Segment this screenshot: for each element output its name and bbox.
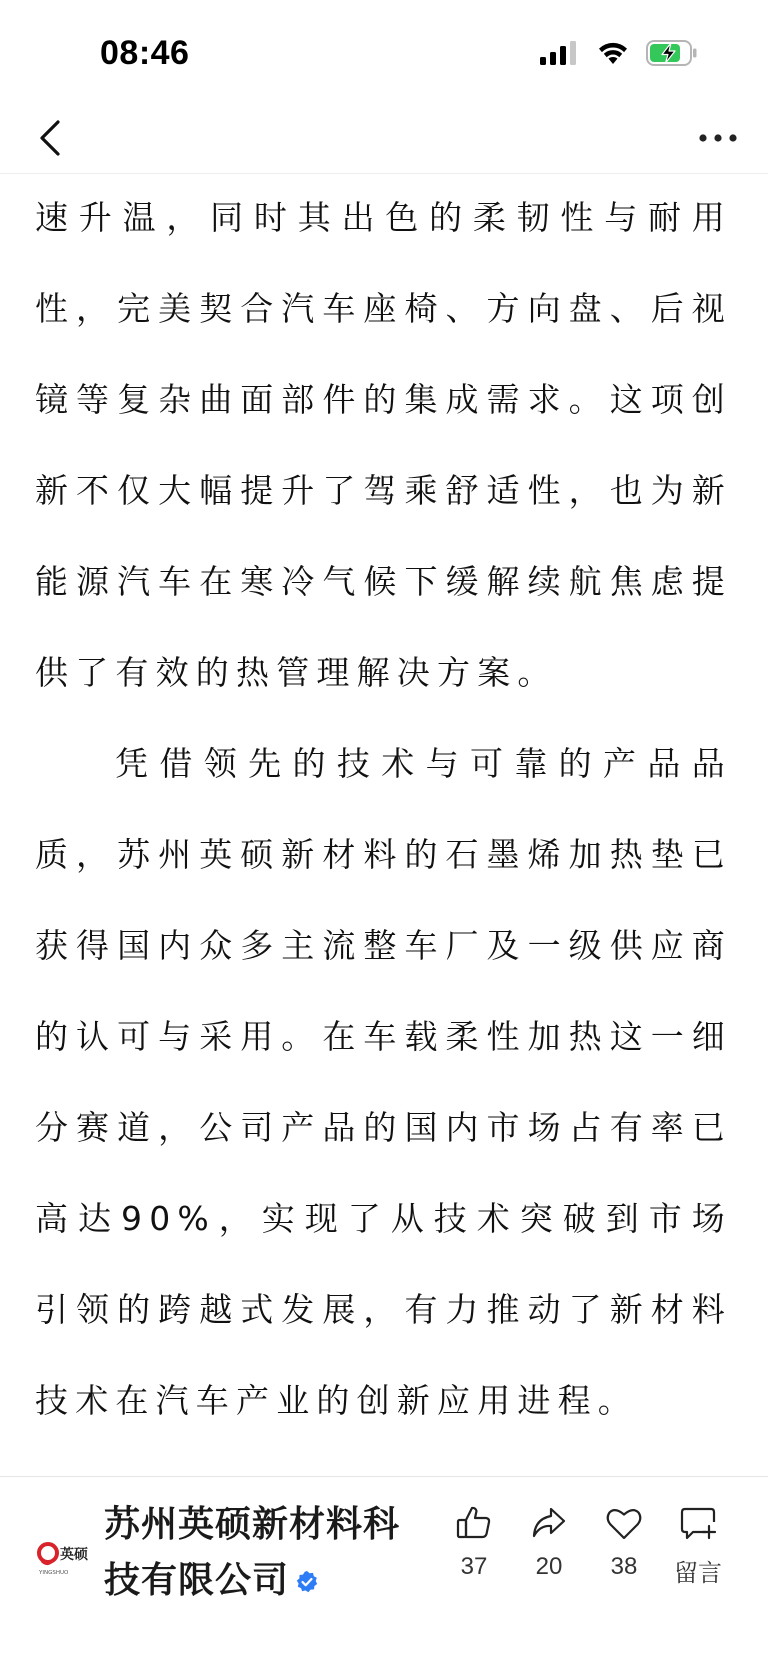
comment-label: 留言 xyxy=(674,1560,722,1587)
favorite-count: 38 xyxy=(610,1553,638,1580)
bottom-action-bar xyxy=(0,1476,768,1669)
logo-text: 英硕 xyxy=(60,1547,88,1563)
comment-button[interactable] xyxy=(663,1503,733,1588)
thumbs-up-icon xyxy=(454,1503,494,1543)
favorite-button[interactable] xyxy=(589,1503,659,1581)
nav-bar xyxy=(0,100,768,174)
cellular-signal-icon xyxy=(540,41,580,69)
author-name-line-2: 技有限公司 xyxy=(104,1560,290,1601)
status-icons xyxy=(540,40,698,70)
status-bar xyxy=(0,0,768,100)
comment-add-icon xyxy=(678,1503,718,1543)
back-button[interactable] xyxy=(22,110,78,166)
share-count: 20 xyxy=(535,1553,563,1580)
share-button[interactable] xyxy=(514,1503,584,1581)
author-name[interactable] xyxy=(104,1497,424,1609)
status-time: 08:46 xyxy=(100,34,190,72)
article-body xyxy=(35,172,732,1442)
author-name-line-1: 苏州英硕新材料科 xyxy=(104,1504,401,1545)
battery-charging-icon xyxy=(646,40,698,70)
like-count: 37 xyxy=(460,1553,488,1580)
company-logo-icon[interactable] xyxy=(36,1537,90,1577)
article-paragraph-2: 凭借领先的技术与可靠的产品品质，苏州英硕新材料的石墨烯加热垫已获得国内众多主流整车厂及一级供应商的认可与采用。在车载柔性加热这一细分赛道，公司产品的国内市场占有率已高达90%，实现了从技术突破到市场引领的跨越式发展，有力推动了新材料技术在汽车产业的创新应用进程。 xyxy=(35,744,732,1420)
verified-badge-icon xyxy=(295,1570,319,1594)
wifi-icon xyxy=(596,40,630,70)
chevron-left-icon xyxy=(38,119,62,157)
logo-subtext: YINGSHUO xyxy=(39,1570,69,1576)
like-button[interactable] xyxy=(439,1503,509,1581)
more-options-button[interactable] xyxy=(686,110,750,166)
author-name-line-2-wrap xyxy=(104,1553,424,1609)
more-dots-icon xyxy=(698,133,738,143)
share-arrow-icon xyxy=(529,1503,569,1543)
article-paragraph-1: 速升温，同时其出色的柔韧性与耐用性，完美契合汽车座椅、方向盘、后视镜等复杂曲面部件的集成需求。这项创新不仅大幅提升了驾乘舒适性，也为新能源汽车在寒冷气候下缓解续航焦虑提供了有效的热管理解决方案。 xyxy=(35,198,732,692)
heart-icon xyxy=(604,1503,644,1543)
